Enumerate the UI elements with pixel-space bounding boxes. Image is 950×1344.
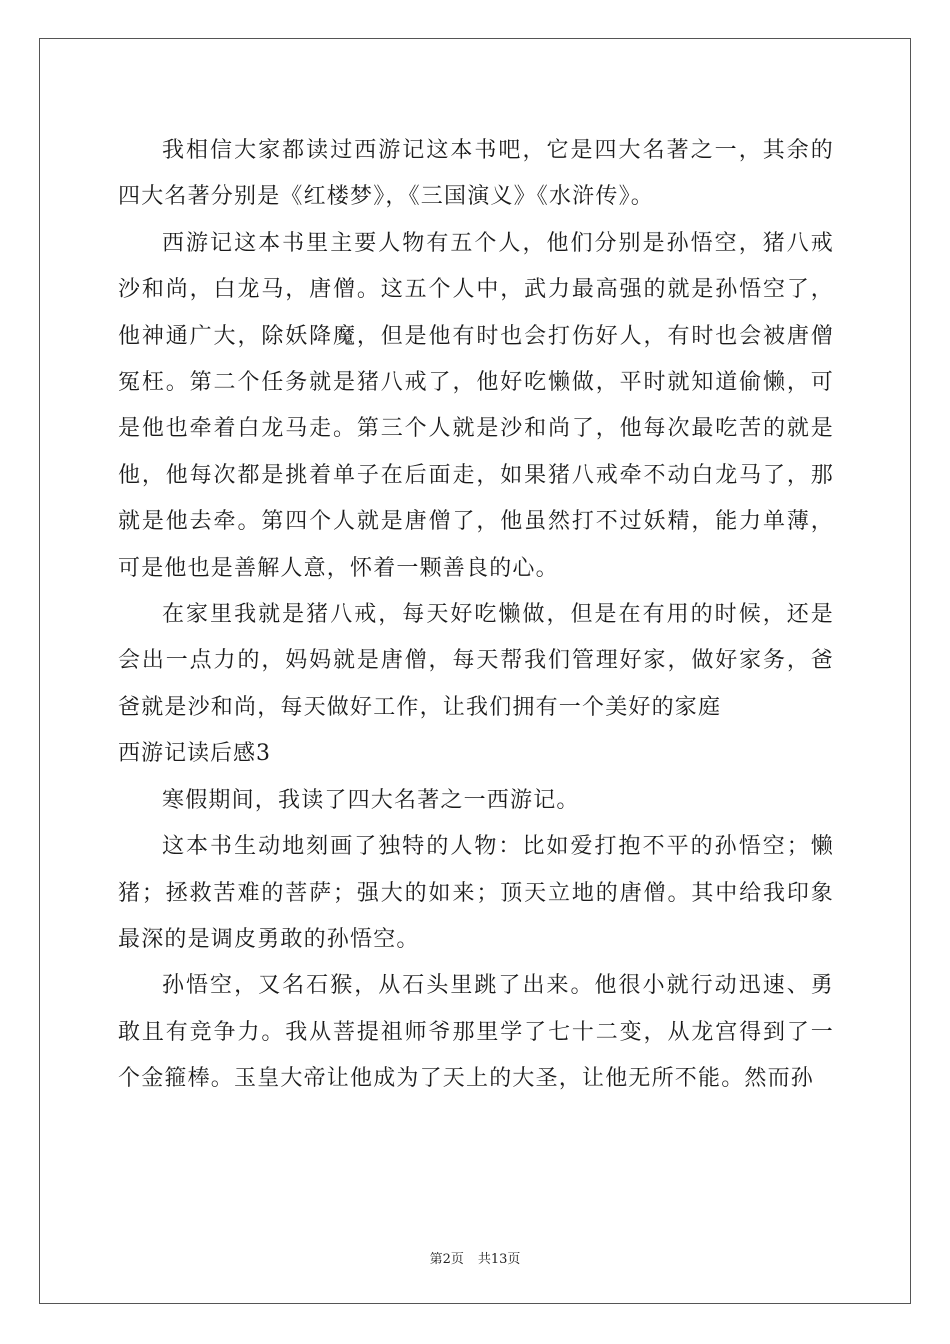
page-number: 第2页: [429, 1252, 464, 1267]
section-title: 西游记读后感3: [118, 741, 271, 767]
paragraph: 我相信大家都读过西游记这本书吧，它是四大名著之一，其余的四大名著分别是《红楼梦》，《三国演义》《水浒传》。: [118, 138, 834, 210]
document-body: [118, 128, 834, 1103]
paragraph: 在家里我就是猪八戒，每天好吃懒做，但是在有用的时候，还是会出一点力的，妈妈就是唐僧，每天帮我们管理好家，做好家务，爸爸就是沙和尚，每天做好工作，让我们拥有一个美好的家庭: [118, 602, 834, 720]
paragraph: 寒假期间，我读了四大名著之一西游记。: [162, 787, 580, 813]
paragraph: 西游记这本书里主要人物有五个人，他们分别是孙悟空，猪八戒沙和尚，白龙马，唐僧。这五个人中，武力最高强的就是孙悟空了，他神通广大，除妖降魔，但是他有时也会打伤好人，有时也会被唐僧冤枉。第二个任务就是猪八戒了，他好吃懒做，平时就知道偷懒，可是他也牵着白龙马走。第三个人就是沙和尚了，他每次最吃苦的就是他，他每次都是挑着单子在后面走，如果猪八戒牵不动白龙马了，那就是他去牵。第四个人就是唐僧了，他虽然打不过妖精，能力单薄，可是他也是善解人意，怀着一颗善良的心。: [118, 230, 834, 581]
page-footer: [0, 1248, 950, 1267]
paragraph: 孙悟空，又名石猴，从石头里跳了出来。他很小就行动迅速、勇敢且有竞争力。我从菩提祖师爷那里学了七十二变，从龙宫得到了一个金箍棒。玉皇大帝让他成为了天上的大圣，让他无所不能。然而孙: [118, 973, 834, 1092]
paragraph: 这本书生动地刻画了独特的人物：比如爱打抱不平的孙悟空；懒猪；拯救苦难的菩萨；强大的如来；顶天立地的唐僧。其中给我印象最深的是调皮勇敢的孙悟空。: [118, 834, 834, 952]
page-total: 共13页: [477, 1252, 521, 1267]
